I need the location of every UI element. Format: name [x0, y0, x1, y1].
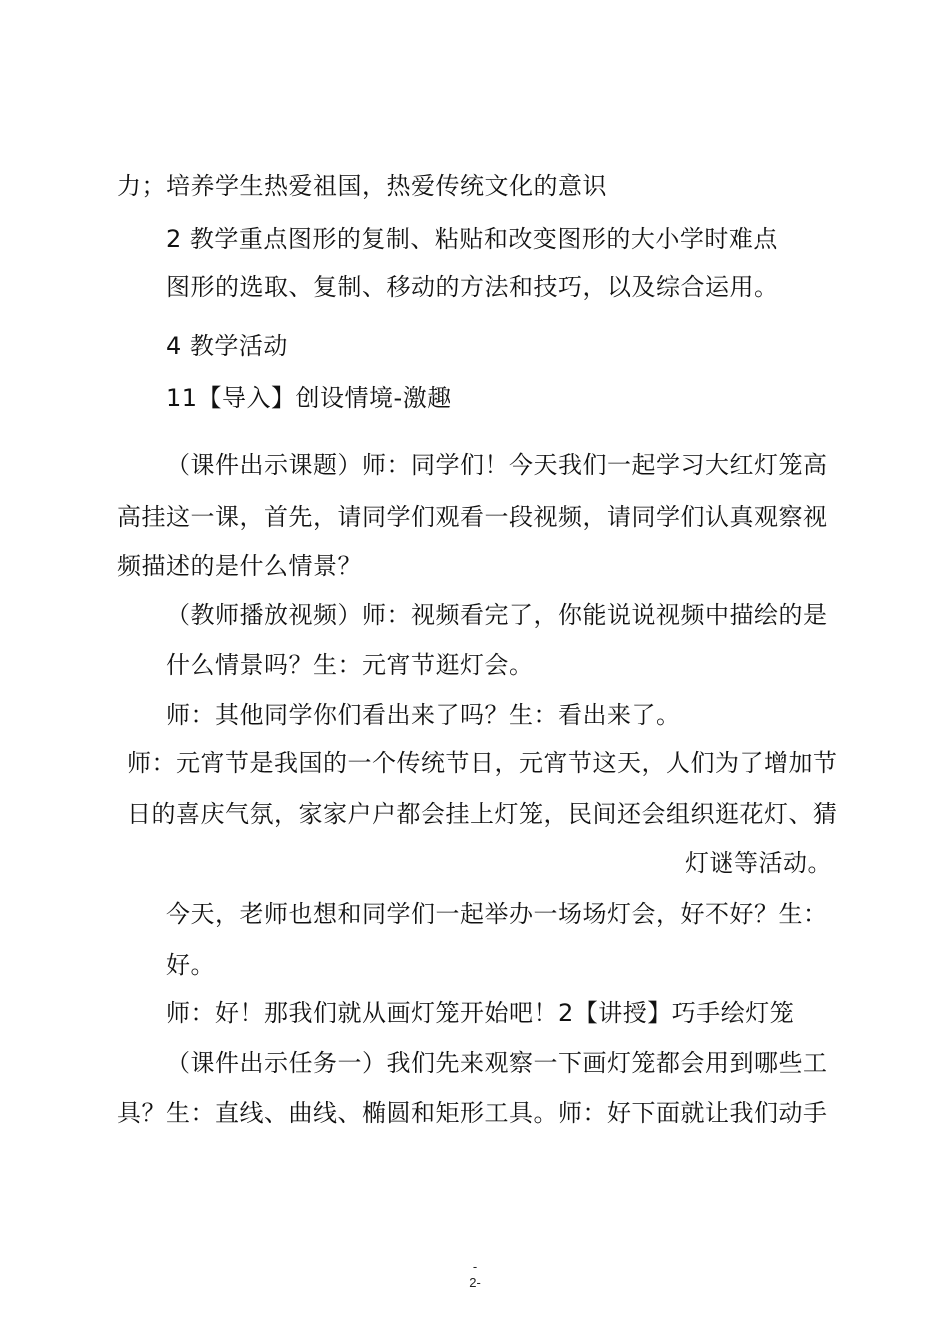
text-line: （课件出示课题）师：同学们！今天我们一起学习大红灯笼高 — [166, 451, 828, 479]
text-line: 师：好！那我们就从画灯笼开始吧！2【讲授】巧手绘灯笼 — [166, 999, 795, 1027]
text-line: 2 教学重点图形的复制、粘贴和改变图形的大小学时难点 — [166, 225, 778, 253]
text-line: 好。 — [166, 951, 215, 979]
text-line: （教师播放视频）师：视频看完了，你能说说视频中描绘的是 — [166, 601, 828, 629]
text-line: 什么情景吗？生：元宵节逛灯会。 — [166, 651, 534, 679]
text-line: 今天，老师也想和同学们一起举办一场场灯会，好不好？生： — [166, 900, 828, 928]
text-line: 师：元宵节是我国的一个传统节日，元宵节这天，人们为了增加节 — [127, 749, 838, 777]
section-heading: 11【导入】创设情境-激趣 — [166, 384, 452, 412]
text-line: 高挂这一课，首先，请同学们观看一段视频，请同学们认真观察视 — [117, 503, 828, 531]
page-footer-dash: - — [472, 1259, 478, 1274]
text-line: 图形的选取、复制、移动的方法和技巧，以及综合运用。 — [166, 273, 779, 301]
text-line: 日的喜庆气氛，家家户户都会挂上灯笼，民间还会组织逛花灯、猜 — [127, 800, 838, 828]
text-line: 具？生：直线、曲线、椭圆和矩形工具。师：好下面就让我们动手 — [117, 1099, 828, 1127]
text-line: （课件出示任务一）我们先来观察一下画灯笼都会用到哪些工 — [166, 1049, 828, 1077]
page-number: 2- — [469, 1275, 481, 1290]
text-line: 力；培养学生热爱祖国，热爱传统文化的意识 — [117, 172, 607, 200]
text-line: 师：其他同学你们看出来了吗？生：看出来了。 — [166, 701, 681, 729]
text-line: 4 教学活动 — [166, 332, 288, 360]
text-line: 频描述的是什么情景？ — [117, 552, 362, 580]
text-line: 灯谜等活动。 — [685, 849, 832, 877]
